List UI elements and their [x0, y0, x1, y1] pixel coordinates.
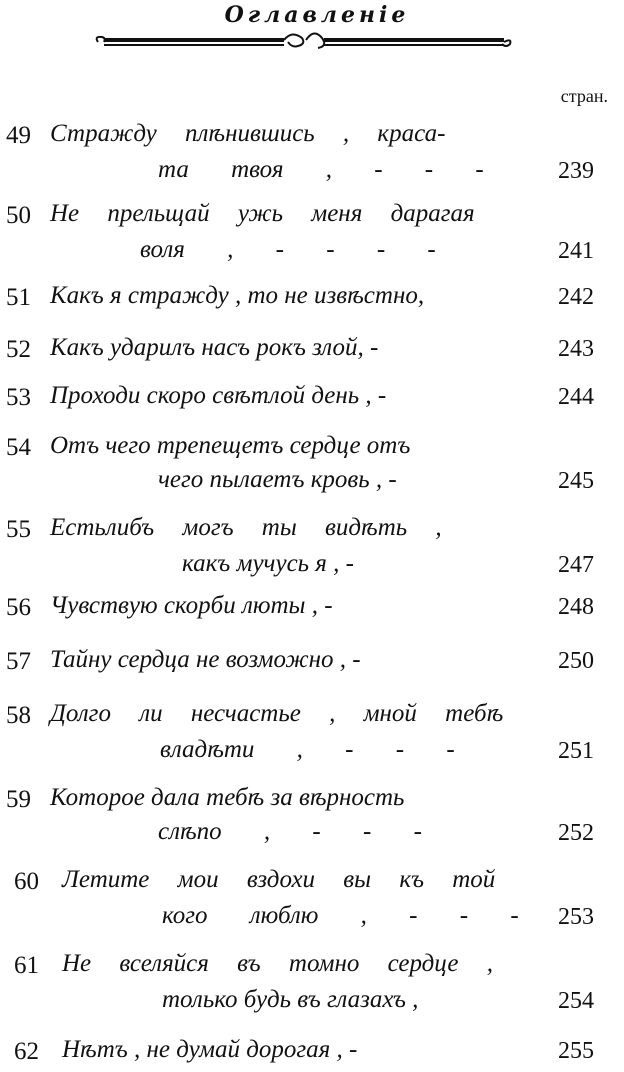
entry-title-line1: Не прельщай ужь меня дарагая	[50, 200, 475, 227]
entry-page-number: 243	[558, 336, 594, 362]
page-header	[0, 2, 624, 28]
entry-page-number: 239	[558, 158, 594, 184]
entry-title-line2: слѣпо , - - -	[158, 818, 422, 845]
entry-number: 51	[6, 284, 31, 311]
entry-title-line2: чего пылаетъ кровь , -	[158, 466, 397, 493]
entry-number: 55	[6, 516, 31, 543]
entry-number: 61	[14, 952, 39, 979]
entry-page-number: 248	[558, 594, 594, 620]
page-column-label: стран.	[560, 86, 608, 106]
entry-title-line1: Проходи скоро свѣтлой день , -	[50, 382, 387, 409]
entry-title-line2: воля , - - - -	[140, 236, 436, 263]
entry-number: 58	[6, 702, 31, 729]
entry-title-line1: Нѣтъ , не думай дорогая , -	[62, 1036, 358, 1063]
entry-title-line1: Стражду плѣнившись , краса-	[50, 120, 446, 147]
ornament-divider	[92, 28, 516, 54]
entry-title-line1: Какъ ударилъ насъ рокъ злой, -	[50, 334, 379, 361]
entry-title-line1: Которое дала тебѣ за вѣрность	[50, 784, 405, 811]
entry-title-line2: владѣти , - - -	[160, 736, 455, 763]
entry-title-line2: кого люблю , - - -	[162, 902, 519, 929]
entry-page-number: 255	[558, 1038, 594, 1064]
entry-number: 54	[6, 434, 31, 461]
entry-title-line1: Не вселяйся въ томно сердце ,	[62, 950, 494, 977]
entry-title-line1: Чувствую скорби люты , -	[50, 592, 333, 619]
entry-number: 49	[6, 122, 31, 149]
entry-number: 60	[14, 868, 39, 895]
entry-number: 50	[6, 202, 31, 229]
entry-number: 59	[6, 786, 31, 813]
entry-page-number: 245	[558, 468, 594, 494]
entry-page-number: 253	[558, 904, 594, 930]
entry-title-line1: Естьлибъ могъ ты видѣть ,	[50, 514, 442, 541]
entry-title-line2: та твоя , - - -	[158, 156, 484, 183]
entry-title-line1: Тайну сердца не возможно , -	[50, 646, 361, 673]
entry-title-line2: какъ мучусь я , -	[182, 550, 354, 577]
entry-title-line2: только будь въ глазахъ ,	[162, 986, 419, 1013]
entry-page-number: 251	[558, 738, 594, 764]
entry-page-number: 252	[558, 820, 594, 846]
entry-number: 52	[6, 336, 31, 363]
entry-number: 62	[14, 1038, 39, 1065]
entry-number: 56	[6, 594, 31, 621]
entry-page-number: 254	[558, 988, 594, 1014]
entry-number: 53	[6, 384, 31, 411]
entry-number: 57	[6, 648, 31, 675]
entry-title-line1: Долго ли несчастье , мной тебѣ	[50, 700, 504, 727]
entry-title-line1: Какъ я стражду , то не извѣстно,	[50, 282, 425, 309]
entry-title-line1: Отъ чего трепещетъ сердце отъ	[50, 432, 411, 459]
entry-page-number: 244	[558, 384, 594, 410]
page-title: Оглавленie	[224, 2, 410, 28]
entry-page-number: 250	[558, 648, 594, 674]
entry-title-line1: Летите мои вздохи вы къ той	[62, 866, 496, 893]
entry-page-number: 242	[558, 284, 594, 310]
entry-page-number: 247	[558, 552, 594, 578]
entry-page-number: 241	[558, 238, 594, 264]
